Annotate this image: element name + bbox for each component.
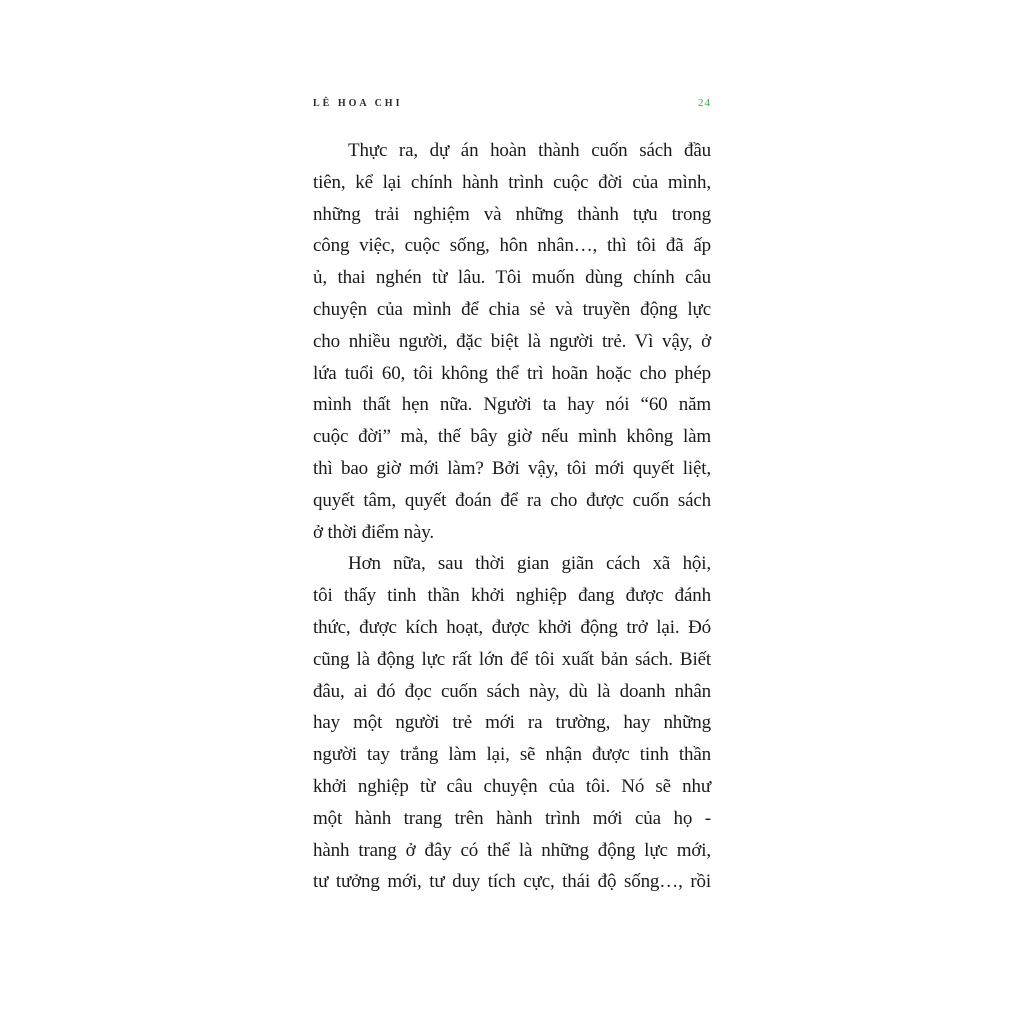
text-line: cho nhiều người, đặc biệt là người trẻ. Vì vậy, ở [313, 330, 711, 352]
author-name: LÊ HOA CHI [313, 97, 403, 109]
text-line: thức, được kích hoạt, được khởi động trở lại. Đó [313, 616, 711, 638]
running-head [313, 94, 711, 112]
text-line: mình thất hẹn nữa. Người ta hay nói “60 năm [313, 394, 711, 416]
text-line: những trải nghiệm và những thành tựu trong [313, 203, 711, 225]
text-line: hành trang ở đây có thể là những động lực mới, [313, 839, 711, 861]
text-line: ở thời điểm này. [313, 521, 434, 543]
text-line: Hơn nữa, sau thời gian giãn cách xã hội, [348, 553, 711, 575]
text-line: tiên, kể lại chính hành trình cuộc đời của mình, [313, 171, 711, 193]
text-line: hay một người trẻ mới ra trường, hay những [313, 712, 711, 734]
text-line: người tay trắng làm lại, sẽ nhận được tinh thần [313, 744, 711, 766]
body-text [313, 135, 711, 898]
text-line: tư tưởng mới, tư duy tích cực, thái độ sống…, rồi [313, 871, 711, 893]
text-line: ủ, thai nghén từ lâu. Tôi muốn dùng chính câu [313, 267, 711, 289]
text-line: cũng là động lực rất lớn để tôi xuất bản sách. Biết [313, 648, 711, 670]
text-line: đâu, ai đó đọc cuốn sách này, dù là doanh nhân [313, 680, 711, 702]
book-page [313, 94, 711, 898]
text-line: khởi nghiệp từ câu chuyện của tôi. Nó sẽ như [313, 775, 711, 797]
page-number: 24 [698, 97, 711, 109]
text-line: quyết tâm, quyết đoán để ra cho được cuốn sách [313, 489, 711, 511]
text-line: một hành trang trên hành trình mới của họ - [313, 807, 711, 829]
text-line: lứa tuổi 60, tôi không thể trì hoãn hoặc cho phép [313, 362, 711, 384]
text-line: thì bao giờ mới làm? Bởi vậy, tôi mới quyết liệt, [313, 457, 711, 479]
text-line: Thực ra, dự án hoàn thành cuốn sách đầu [348, 140, 711, 161]
text-line: công việc, cuộc sống, hôn nhân…, thì tôi đã ấp [313, 235, 711, 257]
text-line: cuộc đời” mà, thế bây giờ nếu mình không làm [313, 426, 711, 448]
text-line: tôi thấy tinh thần khởi nghiệp đang được đánh [313, 585, 711, 607]
text-line: chuyện của mình để chia sẻ và truyền động lực [313, 298, 711, 320]
